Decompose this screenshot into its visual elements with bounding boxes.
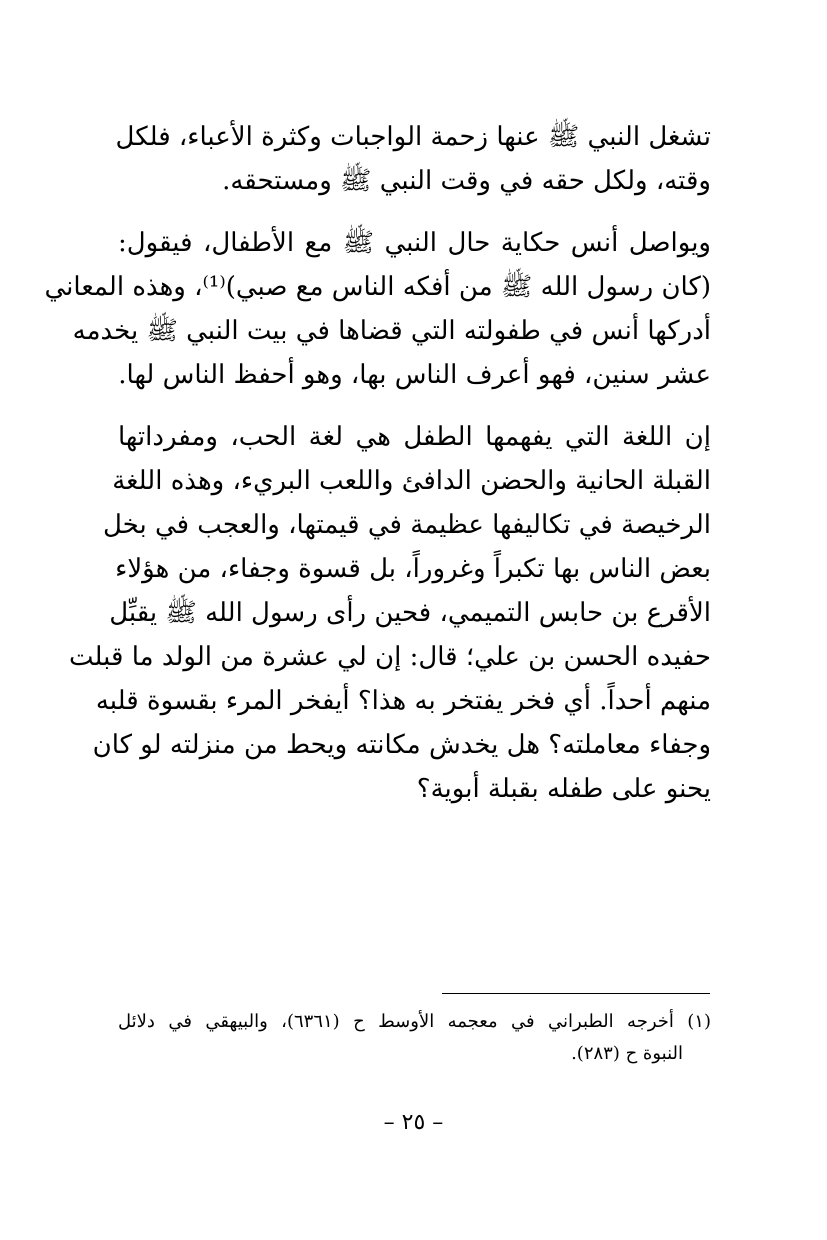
text-line: يحنو على طفله بقبلة أبوية؟ <box>416 774 711 804</box>
footnote-divider <box>442 993 710 994</box>
paragraph-2 <box>44 221 711 397</box>
text-line: القبلة الحانية والحضن الدافئ واللعب البريء، وهذه اللغة <box>112 466 711 496</box>
text-line: منهم أحداً. أي فخر يفتخر به هذا؟ أيفخر المرء بقسوة قلبه <box>95 686 711 716</box>
text-line: وقته، ولكل حقه في وقت النبي ﷺ ومستحقه. <box>222 166 711 196</box>
footnote <box>118 1006 711 1070</box>
paragraph-1 <box>115 115 711 203</box>
paragraph-gap <box>118 203 711 221</box>
text-line: تشغل النبي ﷺ عنها زحمة الواجبات وكثرة الأعباء، فلكل <box>115 122 711 152</box>
text-line: عشر سنين، فهو أعرف الناس بها، وهو أحفظ الناس لها. <box>118 360 711 390</box>
text-line: وجفاء معاملته؟ هل يخدش مكانته ويحط من منزلته لو كان <box>92 730 711 760</box>
text-line: ويواصل أنس حكاية حال النبي ﷺ مع الأطفال، فيقول: <box>118 228 711 258</box>
text-line: الأقرع بن حابس التميمي، فحين رأى رسول الله ﷺ يقبِّل <box>109 598 711 628</box>
main-text <box>44 115 711 811</box>
footnote-line: (١) أخرجه الطبراني في معجمه الأوسط ح (٦٣٦١)، والبيهقي في دلائل <box>118 1011 711 1032</box>
text-line: بعض الناس بها تكبراً وغروراً، بل قسوة وجفاء، من هؤلاء <box>115 554 711 584</box>
paragraph-3 <box>69 415 711 811</box>
footnote-line: النبوة ح (٢٨٣). <box>571 1043 683 1064</box>
text-line: (كان رسول الله ﷺ من أفكه الناس مع صبي)⁽¹⁾، وهذه المعاني <box>44 272 711 302</box>
text-line: حفيده الحسن بن علي؛ قال: إن لي عشرة من الولد ما قبلت <box>69 642 711 672</box>
text-line: الرخيصة في تكاليفها عظيمة في قيمتها، والعجب في بخل <box>102 510 711 540</box>
paragraph-gap <box>118 397 711 415</box>
page-number: – ٢٥ – <box>383 1110 444 1135</box>
text-line: إن اللغة التي يفهمها الطفل هي لغة الحب، ومفرداتها <box>118 422 711 452</box>
text-line: أدركها أنس في طفولته التي قضاها في بيت النبي ﷺ يخدمه <box>72 316 711 346</box>
